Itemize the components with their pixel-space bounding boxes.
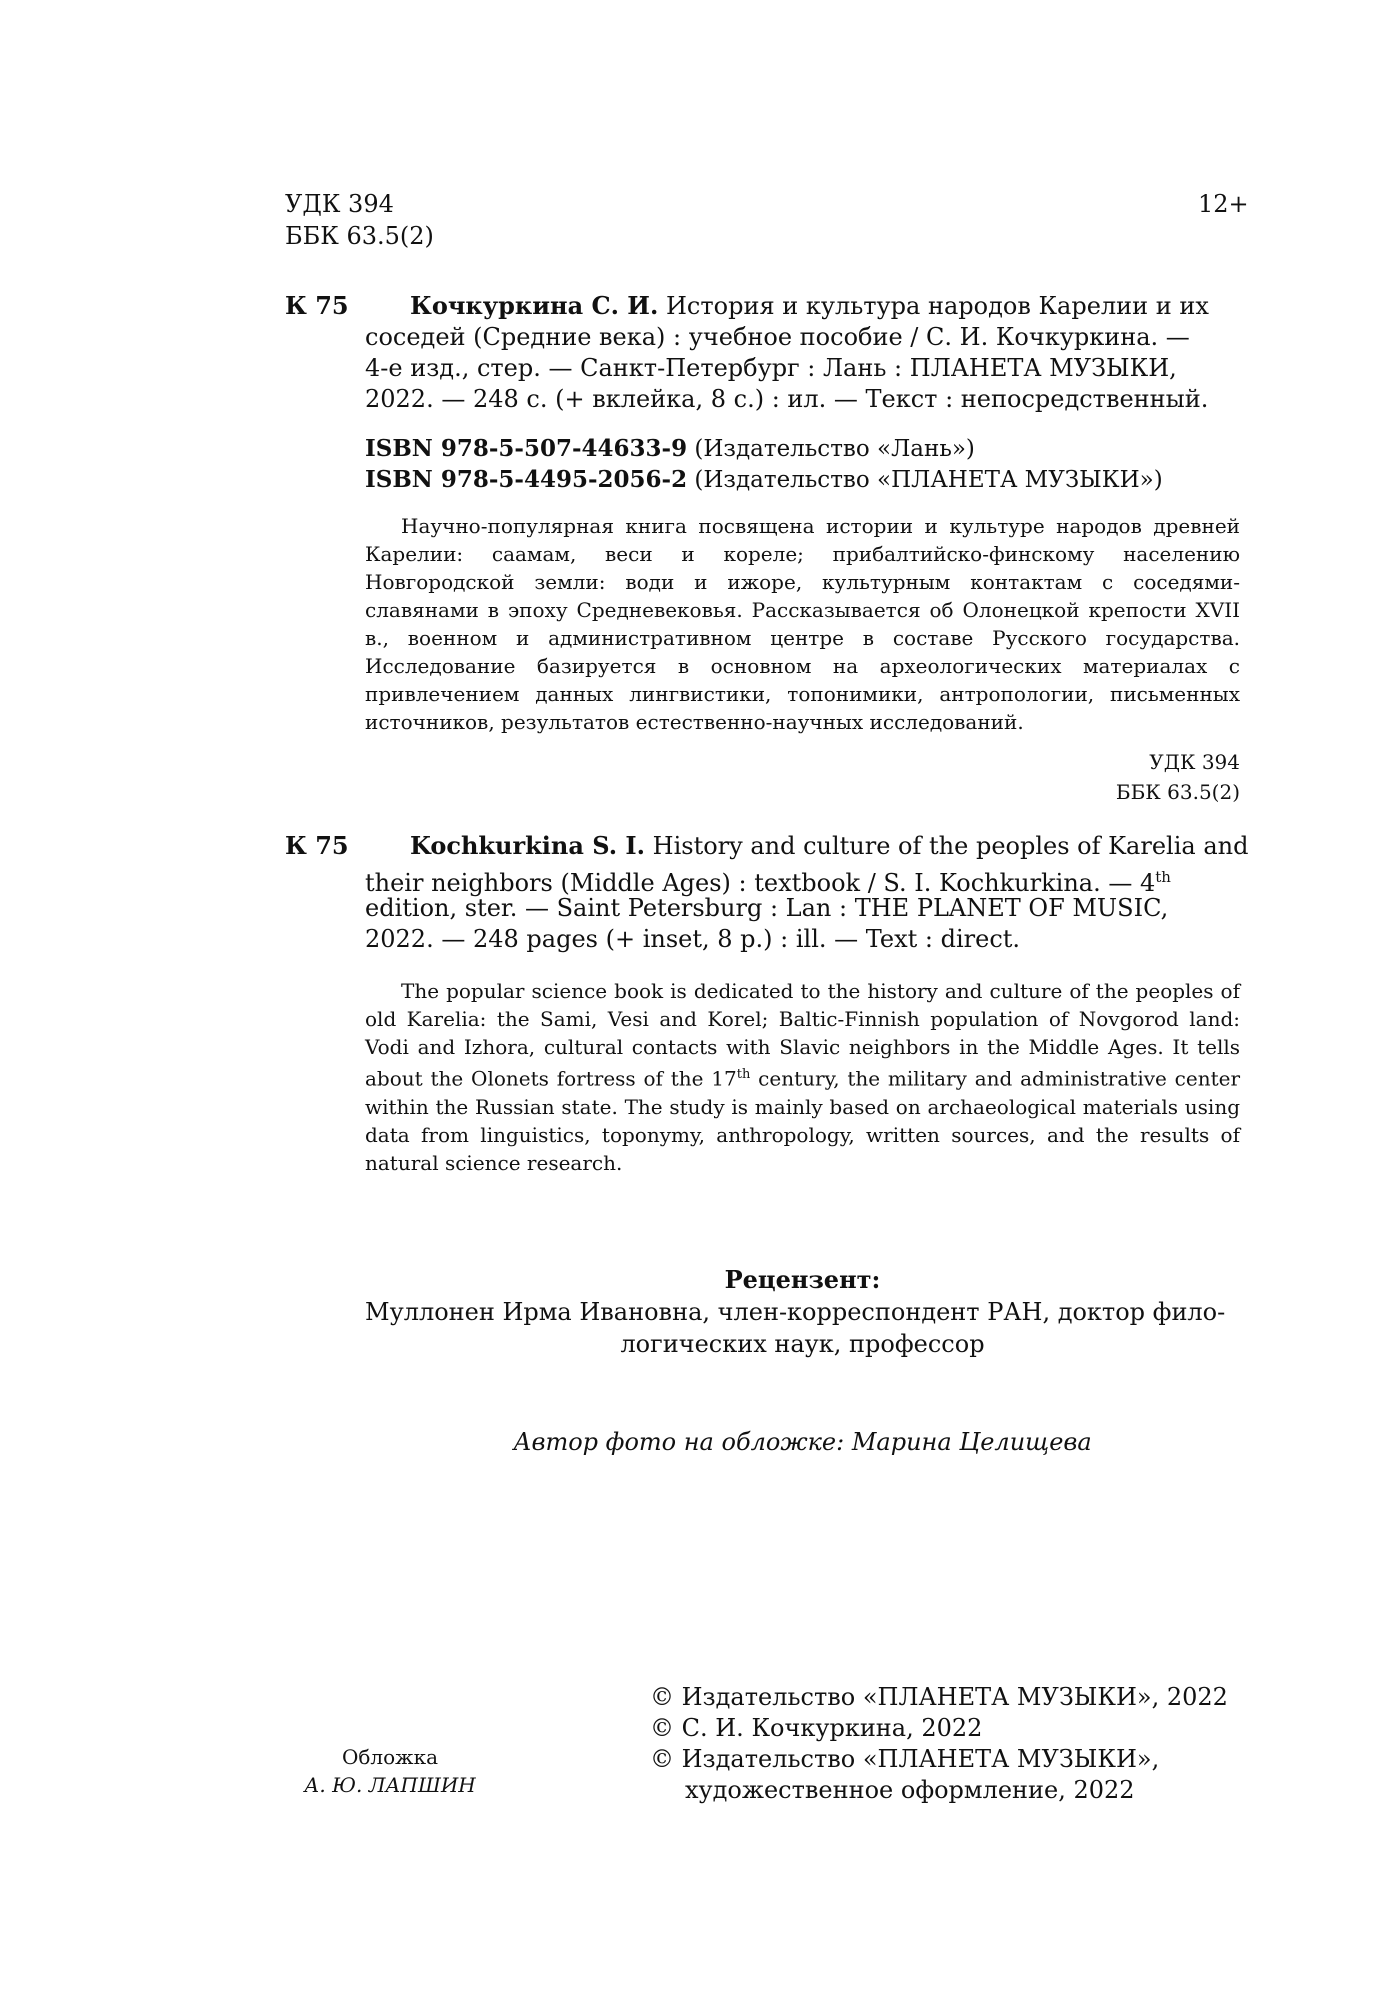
en-abstract <box>365 977 1240 1177</box>
isbn-lan <box>365 432 975 466</box>
reviewer-heading: Рецензент: <box>724 1265 881 1294</box>
en-abstract-text-1: The popular science book is dedicated to the history and culture of the peoples of old Karelia: the Sami, Vesi and Korel; Baltic-Finnish population of Novgorod land: Vodi and Izhora, cultural contacts with Slavic neighbors in the Middle Ages. It tells about the Olonets fortress of the 17 <box>365 979 1240 1091</box>
ru-entry-line2: соседей (Средние века) : учебное пособие / С. И. Кочкуркина. — <box>365 323 1190 351</box>
ru-entry-author: Кочкуркина С. И. <box>410 291 659 320</box>
isbn-publisher: (Издательство «ПЛАНЕТА МУЗЫКИ») <box>694 467 1163 493</box>
en-entry-line1 <box>410 829 1248 863</box>
en-entry-edition-suffix: th <box>1155 868 1171 886</box>
cover-designer: А. Ю. ЛАПШИН <box>304 1773 476 1797</box>
en-entry-title: History and culture of the peoples of Karelia and <box>652 832 1249 860</box>
udk-classification: УДК 394 <box>1149 750 1240 774</box>
isbn-number: ISBN 978-5-507-44633-9 <box>365 435 688 462</box>
isbn-publisher: (Издательство «Лань») <box>694 436 975 462</box>
ru-entry-line3: 4-е изд., стер. — Санкт-Петербург : Лань : ПЛАНЕТА МУЗЫКИ, <box>365 354 1177 382</box>
ru-entry-line1 <box>410 289 1209 323</box>
udk-header: УДК 394 <box>285 190 394 218</box>
en-entry-code: К 75 <box>285 831 349 860</box>
en-abstract-text-2: century, the military and administrative center within the Russian state. The study is mainly based on archaeological materials using data from linguistics, toponymy, anthropology, written sources, and the results of natural science research. <box>365 1066 1241 1175</box>
isbn-number: ISBN 978-5-4495-2056-2 <box>365 466 688 493</box>
age-rating: 12+ <box>1198 190 1249 218</box>
copyright-line: © Издательство «ПЛАНЕТА МУЗЫКИ», <box>650 1745 1160 1773</box>
reviewer-line1: Муллонен Ирма Ивановна, член-корреспондент РАН, доктор фило- <box>365 1298 1226 1326</box>
en-entry-line4: 2022. — 248 pages (+ inset, 8 p.) : ill. — Text : direct. <box>365 925 1021 953</box>
reviewer-line2: логических наук, профессор <box>620 1330 985 1358</box>
bbk-header: ББК 63.5(2) <box>285 222 434 250</box>
bbk-classification: ББК 63.5(2) <box>1115 780 1240 804</box>
copyright-line: художественное оформление, 2022 <box>685 1776 1135 1804</box>
ru-entry-line4: 2022. — 248 с. (+ вклейка, 8 с.) : ил. — Текст : непосредственный. <box>365 385 1209 413</box>
en-entry-line2-text: their neighbors (Middle Ages) : textbook / S. I. Kochkurkina. — 4 <box>365 869 1156 897</box>
en-entry-author: Kochkurkina S. I. <box>410 831 645 860</box>
ru-entry-title: История и культура народов Карелии и их <box>665 292 1209 320</box>
copyright-line: © Издательство «ПЛАНЕТА МУЗЫКИ», 2022 <box>650 1683 1228 1711</box>
ru-abstract: Научно-популярная книга посвящена истории и культуре народов древней Карелии: саамам, веси и кореле; прибалтийско-финскому населению Новгородской земли: води и ижоре, культурным контактам с соседями-славянами в эпоху Средневековья. Рассказывается об Олонецкой крепости XVII в., военном и административном центре в составе Русского государства. Исследование базируется в основном на археологических материалах с привлечением данных лингвистики, топонимики, антропологии, письменных источников, результатов естественно-научных исследований. <box>365 514 1240 734</box>
en-abstract-century-suffix: th <box>736 1067 751 1082</box>
isbn-planeta <box>365 463 1163 497</box>
cover-label: Обложка <box>341 1745 438 1769</box>
photo-credit: Автор фото на обложке: Марина Целищева <box>513 1428 1092 1456</box>
ru-entry-code: К 75 <box>285 291 349 320</box>
copyright-line: © С. И. Кочкуркина, 2022 <box>650 1714 983 1742</box>
en-entry-line3: edition, ster. — Saint Petersburg : Lan : THE PLANET OF MUSIC, <box>365 894 1169 922</box>
